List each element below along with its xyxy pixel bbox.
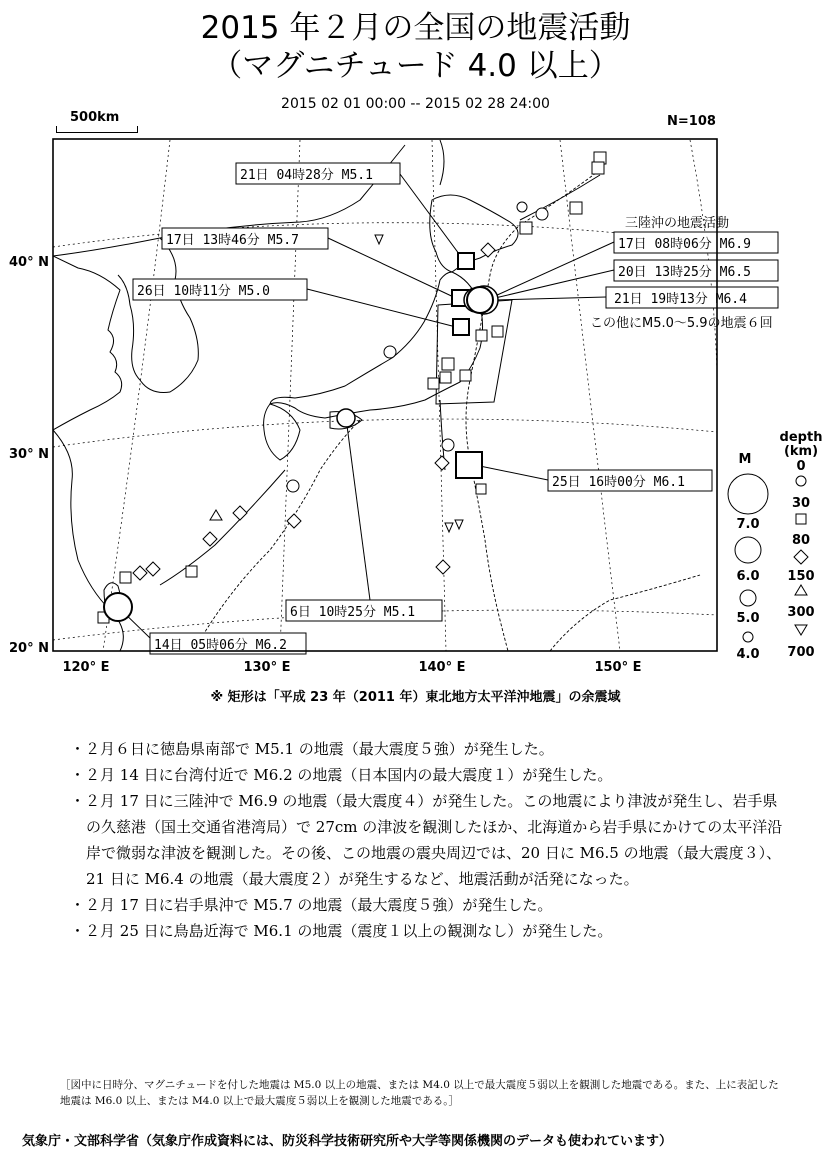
depth-value: 80 [791, 533, 811, 548]
korea-coast [118, 238, 198, 393]
lat-label: 40° N [9, 255, 49, 270]
summary-bullet: ・ ２月 17 日に岩手県沖で M5.7 の地震（最大震度５強）が発生した。 [70, 892, 790, 918]
summary-bullet: ・ ２月 25 日に鳥島近海で M6.1 の地震（震度１以上の観測なし）が発生した。 [70, 918, 790, 944]
event-count: N=108 [667, 114, 716, 129]
depth-legend [780, 430, 823, 660]
event-label: 21日 19時13分 M6.4 [614, 292, 747, 307]
magnitude-value: 4.0 [736, 647, 760, 662]
sanriku-note: この他にM5.0～5.9の地震６回 [590, 316, 773, 331]
kurils [520, 175, 600, 220]
depth-legend-unit: (km) [783, 444, 819, 459]
latitude-labels [9, 255, 49, 656]
summary-bullet: ・ ２月６日に徳島県南部で M5.1 の地震（最大震度５強）が発生した。 [70, 736, 790, 762]
depth-value: 300 [787, 605, 815, 620]
depth-value: 150 [787, 569, 815, 584]
minor-epicentres [98, 152, 606, 623]
event-label: 17日 13時46分 M5.7 [166, 233, 299, 248]
event-label: 14日 05時06分 M6.2 [154, 638, 287, 653]
depth-inverted-triangle-symbol [795, 625, 807, 635]
kyushu [264, 404, 300, 460]
sanriku-title: 三陸沖の地震活動 [625, 216, 730, 231]
lon-label: 150° E [594, 660, 642, 675]
depth-legend-title: depth [779, 430, 823, 445]
event-label: 25日 16時00分 M6.1 [552, 475, 685, 490]
depth-value: 700 [787, 645, 815, 660]
magnitude-value: 6.0 [736, 569, 760, 584]
magnitude-legend-title: M [738, 452, 752, 467]
depth-value: 0 [796, 459, 806, 474]
summary-bullet: ・ ２月 17 日に三陸沖で M6.9 の地震（最大震度４）が発生した。この地震により津波が発生し、岩手県の久慈港（国土交通省港湾局）で 27cm の津波を観測したほか、北海道から岩手県にかけての太平洋沿岸で微弱な津波を観測した。その後、この地震の震央周辺では、20 日に M6.5 の地震（最大震度３）、21 日に M6.4 の地震（最大震度２）が発生するなど、地震活動が活発になった。 [70, 788, 790, 892]
aftershock-area-note: ※ 矩形は「平成 23 年（2011 年）東北地方太平洋沖地震」の余震域 [210, 690, 621, 705]
source-credit: 気象庁・文部科学省（気象庁作成資料には、防災科学技術研究所や大学等関係機関のデータも使われています） [22, 1134, 673, 1149]
depth-circle-symbol [796, 476, 806, 486]
depth-diamond-symbol [794, 550, 808, 564]
lon-label: 140° E [418, 660, 466, 675]
summary-bullets [70, 736, 790, 944]
summary-bullet: ・ ２月 14 日に台湾付近で M6.2 の地震（日本国内の最大震度１）が発生した。 [70, 762, 790, 788]
map-title-line2: （マグニチュード 4.0 以上） [211, 48, 620, 84]
event-label: 6日 10時25分 M5.1 [290, 605, 416, 620]
period-range: 2015 02 01 00:00 -- 2015 02 28 24:00 [281, 96, 550, 112]
event-label: 17日 08時06分 M6.9 [618, 237, 751, 252]
ryukyu [160, 470, 285, 585]
lat-label: 20° N [9, 641, 49, 656]
magnitude-value: 5.0 [736, 611, 760, 626]
map-title-line1: 2015 年２月の全国の地震活動 [200, 10, 631, 46]
magnitude-value: 7.0 [736, 517, 760, 532]
depth-square-symbol [796, 514, 806, 524]
depth-value: 30 [791, 496, 811, 511]
event-label: 26日 10時11分 M5.0 [137, 284, 270, 299]
lon-label: 120° E [62, 660, 110, 675]
sakhalin [440, 140, 444, 185]
longitude-labels [62, 660, 641, 675]
magnitude-legend [728, 452, 768, 662]
footnote: ［図中に日時分、マグニチュードを付した地震は M5.0 以上の地震、または M4.0 以上で最大震度５弱以上を観測した地震である。また、上に表記した地震は M6.0 以上、または M4.0 以上で最大震度５弱以上を観測した地震である。］ [60, 1079, 779, 1107]
lon-label: 130° E [243, 660, 291, 675]
depth-triangle-symbol [795, 585, 807, 595]
event-label: 20日 13時25分 M6.5 [618, 265, 751, 280]
event-label: 21日 04時28分 M5.1 [240, 168, 373, 183]
lat-label: 30° N [9, 447, 49, 462]
scale-label: 500km [70, 110, 120, 125]
